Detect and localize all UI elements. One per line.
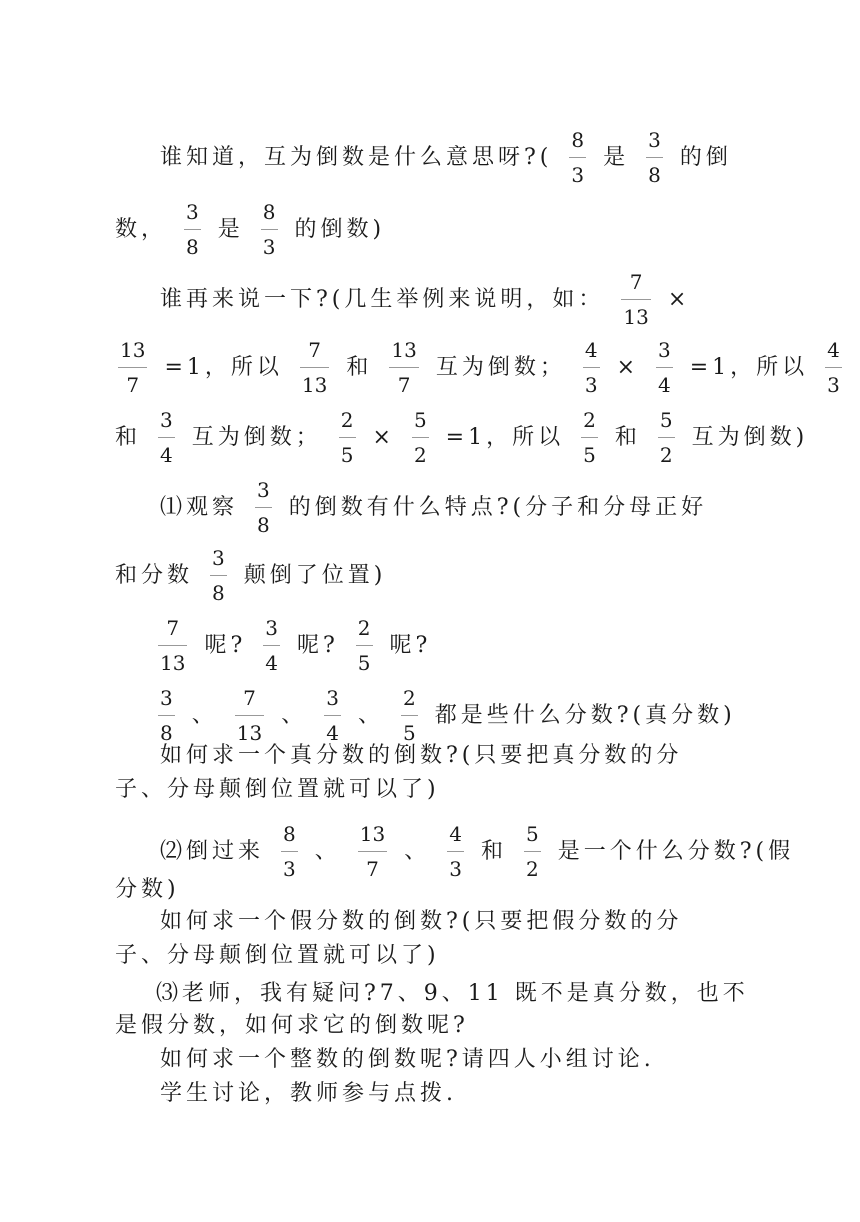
fraction [184, 200, 201, 259]
denominator: 7 [397, 373, 411, 397]
numerator: 2 [401, 686, 418, 716]
fraction [118, 338, 147, 397]
line-3 [160, 270, 690, 329]
numerator: 3 [158, 408, 175, 438]
fraction [235, 686, 264, 745]
fraction [261, 200, 278, 259]
denominator: 3 [571, 163, 585, 187]
numerator: 3 [646, 128, 663, 158]
text: × [372, 424, 395, 450]
text: 和分数 [115, 562, 194, 588]
fraction [158, 408, 175, 467]
fraction [300, 338, 329, 397]
numerator: 13 [118, 338, 147, 368]
numerator: 8 [281, 822, 298, 852]
fraction [656, 338, 673, 397]
text: 、 [314, 838, 341, 864]
denominator: 2 [659, 443, 673, 467]
fraction [339, 408, 356, 467]
text: 是一个什么分数?(假 [557, 838, 795, 864]
numerator: 3 [324, 686, 341, 716]
line-2 [115, 200, 385, 259]
numerator: 5 [412, 408, 429, 438]
numerator: 7 [621, 270, 650, 300]
text: ⑵倒过来 [160, 838, 265, 864]
denominator: 8 [186, 235, 199, 259]
line-4 [112, 338, 848, 397]
numerator: 3 [184, 200, 201, 230]
text: 和 [480, 838, 507, 864]
denominator: 2 [525, 857, 539, 881]
line-9 [152, 686, 736, 745]
numerator: 5 [524, 822, 541, 852]
text: 和 [346, 354, 373, 380]
fraction [158, 686, 175, 745]
text: 、 [404, 838, 431, 864]
fraction [158, 616, 187, 675]
denominator: 4 [265, 651, 278, 675]
numerator: 3 [210, 546, 227, 576]
denominator: 3 [827, 373, 840, 397]
text: × [667, 286, 691, 312]
numerator: 7 [235, 686, 264, 716]
fraction [569, 128, 586, 187]
line-6 [160, 478, 707, 537]
numerator: 7 [158, 616, 187, 646]
text: 、 [357, 702, 384, 728]
numerator: 4 [447, 822, 464, 852]
fraction [621, 270, 650, 329]
numerator: 13 [389, 338, 418, 368]
text: 呢? [389, 632, 432, 658]
text: 是 [603, 144, 630, 170]
text: 互为倒数) [691, 424, 809, 450]
denominator: 7 [366, 857, 379, 881]
denominator: 8 [160, 721, 173, 745]
text: 的倒数) [294, 216, 386, 242]
line-15: 子、分母颠倒位置就可以了) [115, 943, 440, 968]
fraction [447, 822, 464, 881]
line-8 [152, 616, 431, 675]
numerator: 3 [255, 478, 272, 508]
text: =1，所以 [689, 354, 809, 380]
fraction [281, 822, 298, 881]
line-17: 是假分数，如何求它的倒数呢? [115, 1013, 469, 1038]
fraction [401, 686, 418, 745]
denominator: 3 [283, 857, 296, 881]
denominator: 3 [262, 235, 276, 259]
fraction [263, 616, 280, 675]
text: 、 [281, 702, 308, 728]
numerator: 3 [656, 338, 673, 368]
numerator: 4 [583, 338, 600, 368]
line-19: 学生讨论，教师参与点拨. [160, 1081, 457, 1106]
fraction [658, 408, 675, 467]
numerator: 2 [339, 408, 356, 438]
denominator: 8 [648, 163, 661, 187]
text: 数， [115, 216, 168, 242]
fraction [255, 478, 272, 537]
text: 的倒数有什么特点?(分子和分母正好 [288, 494, 708, 520]
denominator: 5 [357, 651, 371, 675]
numerator: 3 [158, 686, 175, 716]
text: =1，所以 [164, 354, 283, 380]
denominator: 2 [413, 443, 427, 467]
line-12 [160, 822, 794, 881]
fraction [324, 686, 341, 745]
text: ⑴观察 [160, 494, 239, 520]
denominator: 5 [340, 443, 354, 467]
line-13: 分数) [115, 877, 180, 902]
line-11: 子、分母颠倒位置就可以了) [115, 777, 440, 802]
denominator: 3 [584, 373, 598, 397]
text: =1，所以 [445, 424, 565, 450]
text: 的倒 [679, 144, 732, 170]
numerator: 4 [825, 338, 842, 368]
denominator: 13 [160, 651, 186, 675]
numerator: 8 [569, 128, 586, 158]
denominator: 13 [301, 373, 328, 397]
text: 谁再来说一下?(几生举例来说明，如： [160, 286, 605, 312]
text: 都是些什么分数?(真分数) [434, 702, 736, 728]
numerator: 2 [581, 408, 598, 438]
line-5 [115, 408, 808, 467]
denominator: 4 [658, 373, 671, 397]
denominator: 13 [236, 721, 263, 745]
fraction [825, 338, 842, 397]
line-7 [115, 546, 386, 605]
fraction [358, 822, 387, 881]
denominator: 8 [212, 581, 225, 605]
denominator: 3 [449, 857, 462, 881]
denominator: 7 [126, 373, 140, 397]
fraction [581, 408, 598, 467]
fraction [524, 822, 541, 881]
numerator: 2 [356, 616, 373, 646]
numerator: 3 [263, 616, 280, 646]
numerator: 7 [300, 338, 329, 368]
text: 互为倒数； [191, 424, 322, 450]
denominator: 5 [583, 443, 596, 467]
denominator: 8 [257, 513, 270, 537]
numerator: 8 [261, 200, 278, 230]
text: 是 [217, 216, 244, 242]
fraction [412, 408, 429, 467]
line-18: 如何求一个整数的倒数呢?请四人小组讨论. [160, 1047, 655, 1072]
line-1 [160, 128, 732, 187]
text: 呢? [296, 632, 339, 658]
fraction [583, 338, 600, 397]
fraction [389, 338, 418, 397]
denominator: 4 [326, 721, 339, 745]
fraction [210, 546, 227, 605]
line-16: ⑶老师，我有疑问?7、9、11 既不是真分数，也不 [156, 981, 749, 1006]
text: 和 [614, 424, 641, 450]
text: 呢? [204, 632, 247, 658]
denominator: 13 [623, 305, 649, 329]
fraction [356, 616, 373, 675]
text: 、 [191, 702, 218, 728]
text: 谁知道，互为倒数是什么意思呀?( [160, 144, 553, 170]
text: × [616, 354, 639, 380]
line-14: 如何求一个假分数的倒数?(只要把假分数的分 [160, 909, 683, 934]
fraction [646, 128, 663, 187]
line-10: 如何求一个真分数的倒数?(只要把真分数的分 [160, 743, 683, 768]
text: 互为倒数； [435, 354, 566, 380]
denominator: 5 [402, 721, 416, 745]
numerator: 5 [658, 408, 675, 438]
text: 颠倒了位置) [243, 562, 387, 588]
numerator: 13 [358, 822, 387, 852]
denominator: 4 [160, 443, 173, 467]
text: 和 [115, 424, 142, 450]
